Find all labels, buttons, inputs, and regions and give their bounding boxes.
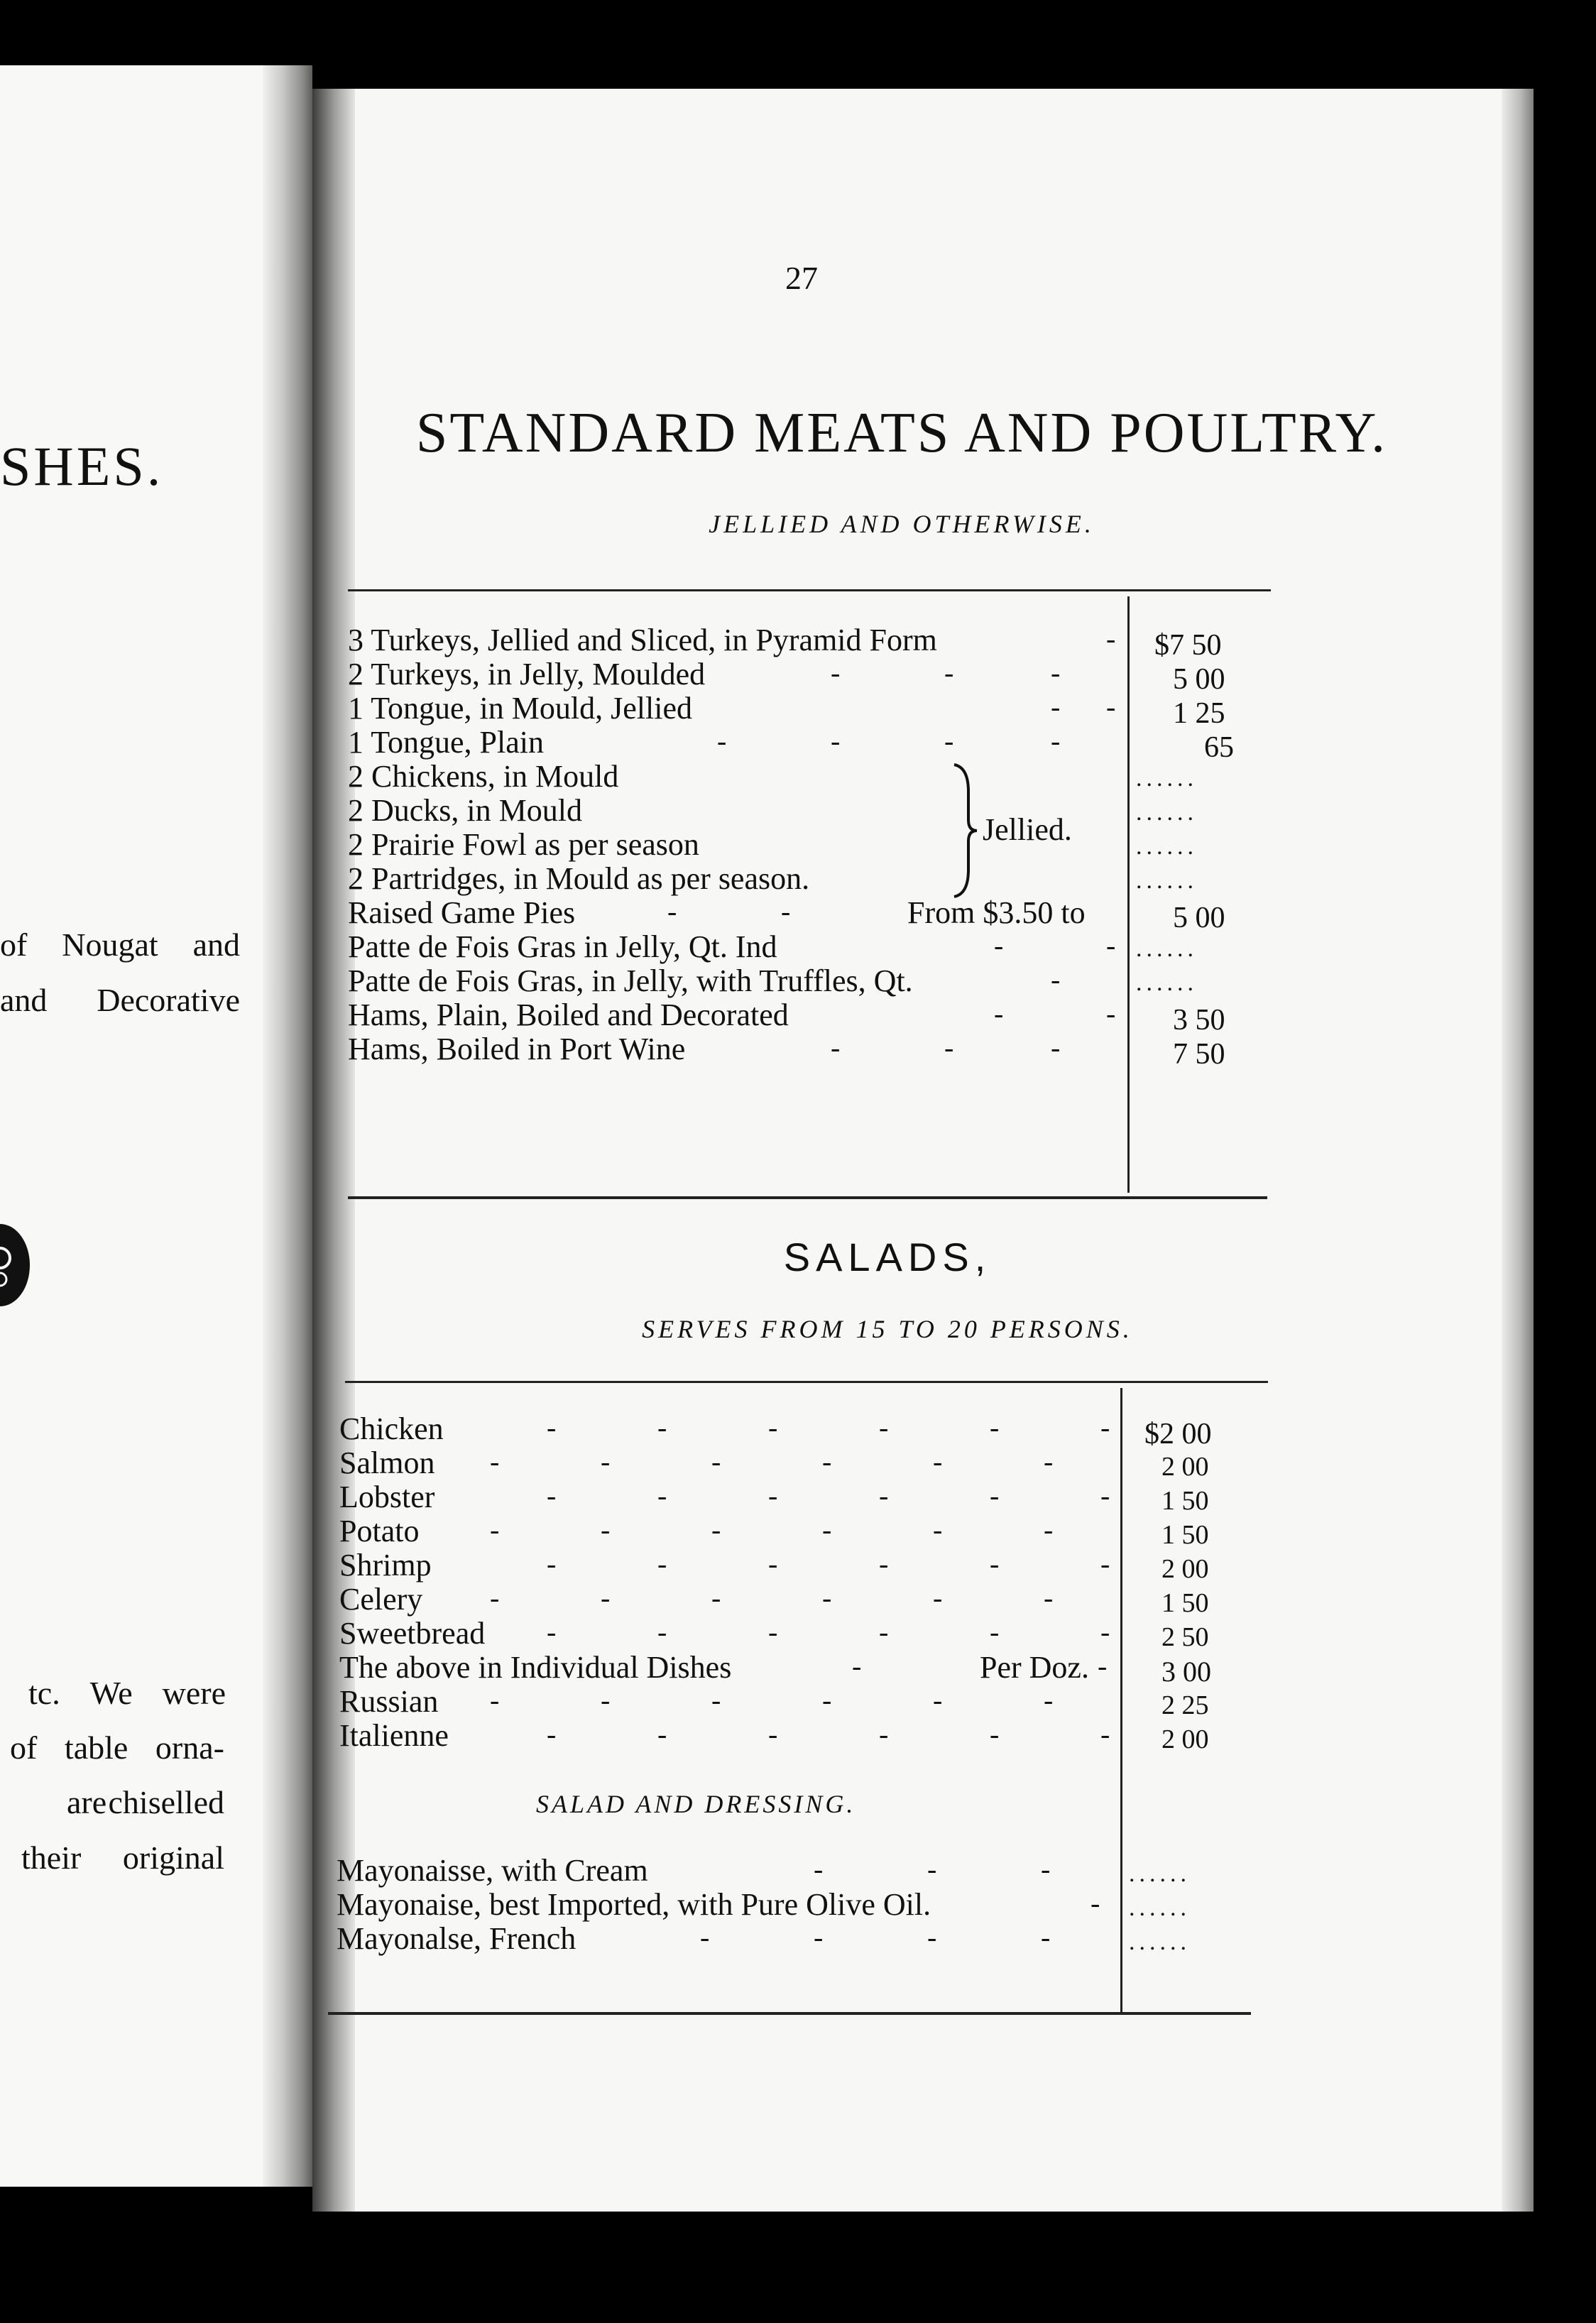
- leader-dash: -: [657, 1411, 667, 1443]
- leader-dash: -: [1051, 1032, 1061, 1064]
- meats-top-rule: [348, 589, 1271, 591]
- meats-item-label: 2 Turkeys, in Jelly, Moulded: [348, 657, 706, 692]
- salads-item-label: Italienne: [339, 1718, 449, 1753]
- salads-subtitle: SERVES FROM 15 TO 20 PERSONS.: [642, 1315, 1133, 1343]
- left-text-line: [0, 981, 240, 1019]
- leader-dash: -: [879, 1718, 889, 1750]
- leader-dash: -: [657, 1480, 667, 1512]
- left-text-line: [28, 1674, 226, 1712]
- leader-dash: -: [944, 657, 954, 689]
- right-page-edge: [1502, 89, 1534, 2212]
- word: of: [0, 927, 28, 963]
- leader-dash: -: [490, 1445, 500, 1477]
- meats-item-price: 7 50: [1173, 1038, 1225, 1071]
- leader-dash: -: [490, 1514, 500, 1546]
- leader-dash: -: [547, 1411, 557, 1443]
- salads-item-label: Celery: [339, 1582, 423, 1617]
- leader-dash: -: [547, 1548, 557, 1580]
- leader-dash: -: [711, 1514, 721, 1546]
- leader-dash: -: [1106, 929, 1116, 961]
- leader-dash: -: [601, 1514, 611, 1546]
- leader-dash: -: [1051, 725, 1061, 757]
- salads-title: SALADS,: [783, 1235, 992, 1279]
- left-page-gutter: [263, 65, 312, 2187]
- leader-dash: -: [831, 657, 841, 689]
- leader-dash: -: [1100, 1411, 1110, 1443]
- left-text-line: [10, 1729, 224, 1766]
- salads-item-price: 1 50: [1162, 1588, 1209, 1618]
- meats-item-label: 3 Turkeys, Jellied and Sliced, in Pyramid Form: [348, 623, 937, 657]
- salads-item-label: Russian: [339, 1684, 439, 1719]
- brace-icon: [951, 763, 980, 902]
- meats-price-column-rule: [1127, 596, 1130, 1193]
- leader-dash: -: [852, 1650, 862, 1682]
- meats-item-price: 1 25: [1173, 697, 1225, 730]
- leader-dash: -: [711, 1684, 721, 1716]
- meats-item-price: ......: [1136, 765, 1198, 792]
- leader-dash: -: [768, 1718, 778, 1750]
- jellied-note: Jellied.: [983, 812, 1072, 847]
- leader-dash: -: [1100, 1480, 1110, 1512]
- leader-dash: -: [667, 895, 677, 927]
- meats-item-price: 5 00: [1173, 902, 1225, 934]
- ornament-icon: [0, 1215, 43, 1318]
- leader-dash: -: [933, 1684, 943, 1716]
- salads-item-label: Lobster: [339, 1480, 435, 1514]
- word: and: [192, 927, 240, 963]
- leader-dash: -: [927, 1853, 937, 1885]
- leader-dash: -: [601, 1582, 611, 1614]
- word: and: [0, 982, 48, 1018]
- leader-dash: -: [1044, 1684, 1054, 1716]
- leader-dash: -: [990, 1616, 1000, 1648]
- meats-subtitle: JELLIED AND OTHERWISE.: [709, 510, 1095, 538]
- salads-item-price: 2 25: [1162, 1690, 1209, 1720]
- dressing-item-label: Mayonaisse, with Cream: [337, 1853, 648, 1888]
- meats-item-price: 5 00: [1173, 663, 1225, 696]
- leader-dash: -: [1051, 657, 1061, 689]
- leader-dash: -: [944, 725, 954, 757]
- left-heading-fragment: SHES.: [0, 435, 164, 497]
- salads-item-price: 2 00: [1162, 1725, 1209, 1754]
- meats-item-price: ......: [1136, 970, 1198, 996]
- leader-dash: -: [1100, 1616, 1110, 1648]
- meats-item-label: Raised Game Pies: [348, 895, 576, 930]
- leader-dash: -: [781, 895, 791, 927]
- meats-title: STANDARD MEATS AND POULTRY.: [415, 402, 1388, 464]
- word: chiselled: [108, 1784, 224, 1820]
- leader-dash: -: [927, 1921, 937, 1953]
- leader-dash: -: [822, 1445, 832, 1477]
- meats-item-price: ......: [1136, 936, 1198, 962]
- word: original: [122, 1840, 224, 1876]
- left-text-line: [21, 1839, 224, 1876]
- salads-item-price: 3 00: [1162, 1656, 1211, 1688]
- leader-dash: -: [1100, 1548, 1110, 1580]
- leader-dash: -: [1044, 1514, 1054, 1546]
- word: table: [64, 1729, 129, 1766]
- meats-item-price: 65: [1204, 731, 1234, 764]
- leader-dash: -: [711, 1445, 721, 1477]
- leader-dash: -: [1091, 1887, 1100, 1919]
- dressing-item-price: ......: [1129, 1895, 1191, 1921]
- game-pies-note: From $3.50 to: [907, 895, 1086, 930]
- salads-item-price: 2 50: [1162, 1622, 1209, 1652]
- leader-dash: -: [879, 1616, 889, 1648]
- leader-dash: -: [657, 1548, 667, 1580]
- leader-dash: -: [768, 1548, 778, 1580]
- salads-item-price: $2 00: [1144, 1418, 1212, 1450]
- leader-dash: -: [657, 1718, 667, 1750]
- leader-dash: -: [822, 1582, 832, 1614]
- salads-item-label: Salmon: [339, 1445, 435, 1480]
- page-number: 27: [785, 260, 818, 296]
- dressing-item-label: Mayonaise, best Imported, with Pure Olive Oil.: [337, 1887, 931, 1922]
- dressing-item-label: Mayonalse, French: [337, 1921, 576, 1956]
- leader-dash: -: [1044, 1445, 1054, 1477]
- leader-dash: -: [768, 1616, 778, 1648]
- leader-dash: -: [547, 1718, 557, 1750]
- leader-dash: -: [990, 1718, 1000, 1750]
- salads-top-rule: [345, 1381, 1268, 1383]
- word: of: [10, 1729, 38, 1766]
- right-page: [312, 89, 1534, 2212]
- meats-item-label: 2 Chickens, in Mould: [348, 759, 619, 794]
- salads-item-price: 2 00: [1162, 1452, 1209, 1482]
- leader-dash: -: [490, 1684, 500, 1716]
- leader-dash: -: [990, 1480, 1000, 1512]
- leader-dash: -: [933, 1514, 943, 1546]
- word: We: [89, 1675, 133, 1711]
- leader-dash: -: [994, 997, 1004, 1029]
- meats-item-label: 2 Ducks, in Mould: [348, 793, 582, 828]
- leader-dash: -: [1051, 963, 1061, 995]
- leader-dash: -: [1041, 1853, 1051, 1885]
- leader-dash: -: [1098, 1650, 1108, 1682]
- leader-dash: -: [547, 1616, 557, 1648]
- salads-item-label: Shrimp: [339, 1548, 432, 1583]
- leader-dash: -: [831, 725, 841, 757]
- leader-dash: -: [711, 1582, 721, 1614]
- salads-price-column-rule: [1120, 1388, 1122, 2013]
- word: their: [21, 1840, 82, 1876]
- salads-bottom-rule: [328, 2012, 1251, 2015]
- left-text-line: [0, 926, 240, 963]
- leader-dash: -: [1051, 691, 1061, 723]
- salads-item-label: The above in Individual Dishes: [339, 1650, 732, 1685]
- meats-item-price: $7 50: [1154, 629, 1222, 662]
- meats-item-label: 2 Prairie Fowl as per season: [348, 827, 699, 862]
- leader-dash: -: [990, 1548, 1000, 1580]
- leader-dash: -: [717, 725, 727, 757]
- meats-bottom-rule: [348, 1196, 1267, 1199]
- word: orna-: [155, 1729, 224, 1766]
- salads-item-label: Potato: [339, 1514, 420, 1548]
- meats-item-price: ......: [1136, 799, 1198, 826]
- leader-dash: -: [879, 1480, 889, 1512]
- leader-dash: -: [1106, 623, 1116, 655]
- salads-item-price: 2 00: [1162, 1554, 1209, 1584]
- leader-dash: -: [879, 1411, 889, 1443]
- word: were: [162, 1675, 226, 1711]
- meats-item-label: 1 Tongue, Plain: [348, 725, 544, 760]
- left-page: [0, 65, 298, 2187]
- salads-item-price: 1 50: [1162, 1520, 1209, 1550]
- leader-dash: -: [601, 1684, 611, 1716]
- leader-dash: -: [547, 1480, 557, 1512]
- leader-dash: -: [814, 1921, 824, 1953]
- word: Nougat: [62, 927, 158, 963]
- meats-item-price: ......: [1136, 833, 1198, 860]
- meats-item-label: Hams, Boiled in Port Wine: [348, 1032, 686, 1066]
- leader-dash: -: [933, 1582, 943, 1614]
- dressing-item-price: ......: [1129, 1929, 1191, 1955]
- leader-dash: -: [831, 1032, 841, 1064]
- meats-item-label: Patte de Fois Gras, in Jelly, with Truffles, Qt.: [348, 963, 913, 998]
- dressing-item-price: ......: [1129, 1861, 1191, 1887]
- salads-item-label: Sweetbread: [339, 1616, 486, 1651]
- leader-dash: -: [994, 929, 1004, 961]
- dressing-title: SALAD AND DRESSING.: [536, 1790, 856, 1818]
- left-text-line: [67, 1783, 224, 1821]
- leader-dash: -: [822, 1514, 832, 1546]
- leader-dash: -: [1106, 691, 1116, 723]
- leader-dash: -: [814, 1853, 824, 1885]
- leader-dash: -: [933, 1445, 943, 1477]
- salads-item-label: Chicken: [339, 1411, 444, 1446]
- meats-item-label: Hams, Plain, Boiled and Decorated: [348, 997, 789, 1032]
- leader-dash: -: [1041, 1921, 1051, 1953]
- leader-dash: -: [1100, 1718, 1110, 1750]
- leader-dash: -: [490, 1582, 500, 1614]
- per-doz-note: Per Doz.: [980, 1650, 1089, 1685]
- leader-dash: -: [822, 1684, 832, 1716]
- meats-item-price: ......: [1136, 868, 1198, 894]
- word: are: [67, 1784, 107, 1820]
- word: Decorative: [97, 982, 240, 1018]
- leader-dash: -: [657, 1616, 667, 1648]
- meats-item-label: 2 Partridges, in Mould as per season.: [348, 861, 810, 896]
- leader-dash: -: [768, 1480, 778, 1512]
- leader-dash: -: [768, 1411, 778, 1443]
- meats-item-price: 3 50: [1173, 1004, 1225, 1037]
- leader-dash: -: [1044, 1582, 1054, 1614]
- word: tc.: [28, 1675, 60, 1711]
- salads-item-price: 1 50: [1162, 1486, 1209, 1516]
- leader-dash: -: [1106, 997, 1116, 1029]
- leader-dash: -: [990, 1411, 1000, 1443]
- meats-item-label: Patte de Fois Gras in Jelly, Qt. Ind: [348, 929, 777, 964]
- leader-dash: -: [944, 1032, 954, 1064]
- leader-dash: -: [601, 1445, 611, 1477]
- leader-dash: -: [700, 1921, 710, 1953]
- meats-item-label: 1 Tongue, in Mould, Jellied: [348, 691, 692, 726]
- leader-dash: -: [879, 1548, 889, 1580]
